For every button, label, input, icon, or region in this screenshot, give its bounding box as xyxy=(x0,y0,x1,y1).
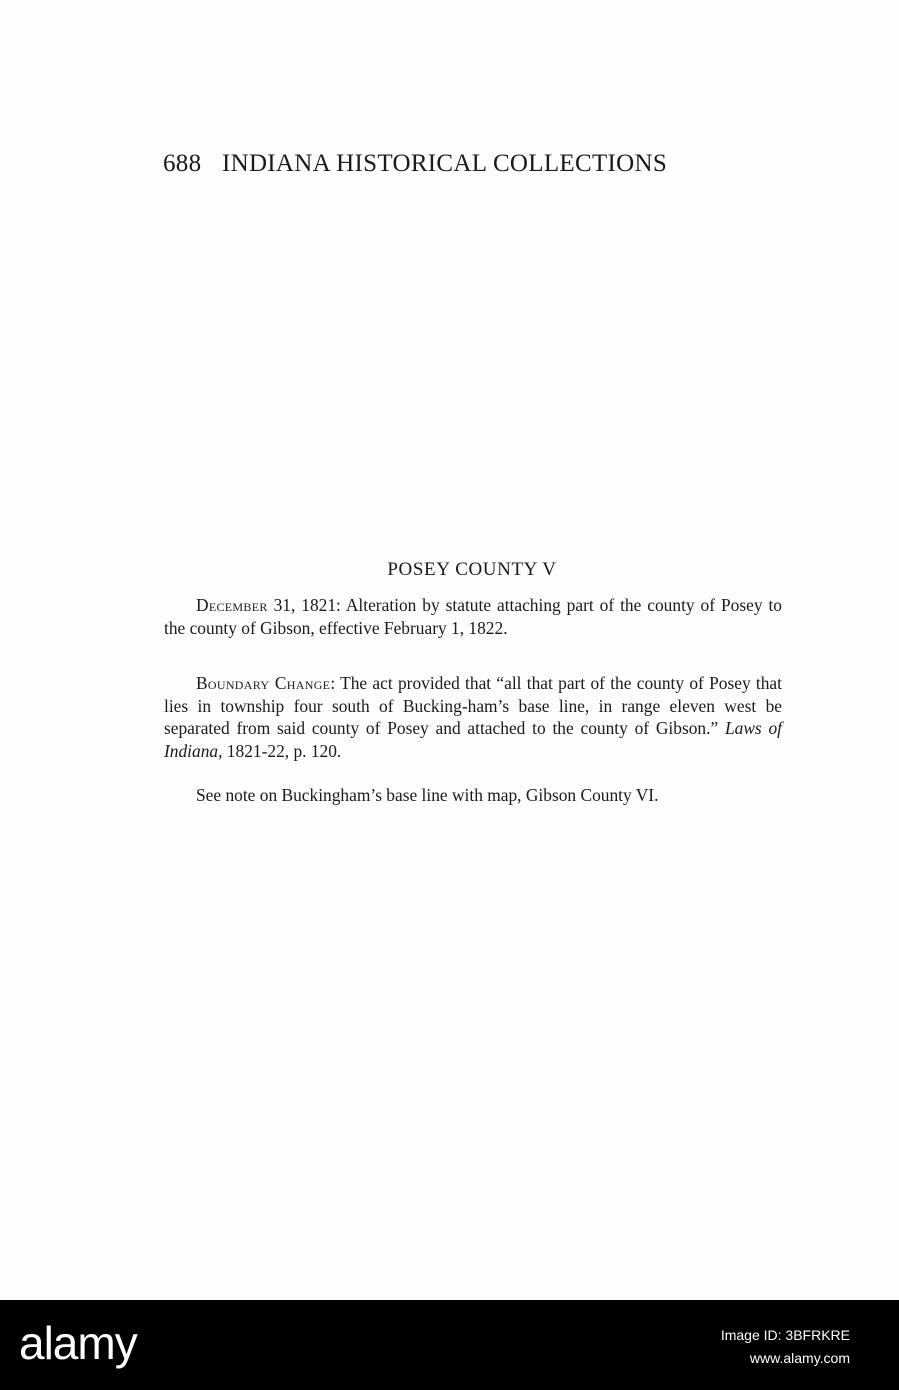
entry-alteration xyxy=(164,594,782,639)
alamy-logo: alamy xyxy=(19,1317,137,1369)
site-url: www.alamy.com xyxy=(749,1350,850,1366)
section-title: POSEY COUNTY V xyxy=(387,559,557,580)
entry-see-note: See note on Buckingham’s base line with map, Gibson County VI. xyxy=(196,785,659,805)
citation-title: Laws of Indiana, xyxy=(164,718,782,761)
watermark-footer xyxy=(0,1300,899,1390)
citation-detail: 1821-22, p. 120. xyxy=(222,740,342,761)
entry-boundary-change xyxy=(164,672,782,762)
entry-heading-label: Boundary Change xyxy=(196,673,331,693)
entry-date-label: December xyxy=(196,595,268,615)
image-id: Image ID: 3BFRKRE xyxy=(720,1327,850,1343)
entry-text: 31, 1821: Alteration by statute attaching part of the county of Posey to the county of Gibson, effective February 1, 1822. xyxy=(164,595,782,638)
running-head xyxy=(163,150,723,178)
entry-text: : The act provided that “all that part of the county of Posey that lies in township four south of Bucking-ham’s base line, in range eleven west be separated from said county of Posey and attached to the county of Gibson.” xyxy=(164,673,782,738)
page-number: 688 xyxy=(163,150,202,177)
footer-meta xyxy=(721,1324,850,1370)
running-title: INDIANA HISTORICAL COLLECTIONS xyxy=(221,150,668,177)
